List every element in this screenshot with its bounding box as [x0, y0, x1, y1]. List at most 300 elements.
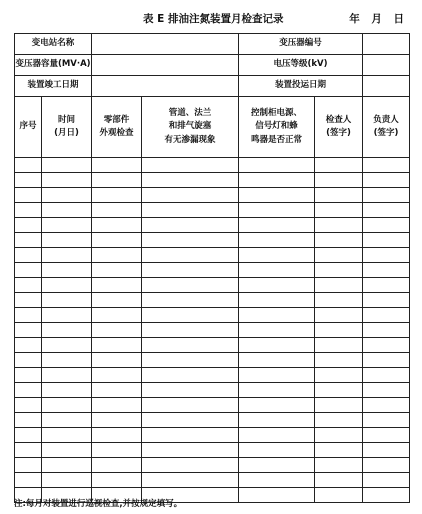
cell-text — [315, 218, 362, 232]
cell-text — [239, 203, 314, 217]
cell-text — [363, 443, 409, 457]
cell-text — [315, 323, 362, 337]
table-cell[interactable] — [15, 428, 42, 443]
table-cell[interactable] — [92, 233, 142, 248]
table-cell[interactable] — [315, 383, 363, 398]
table-cell[interactable] — [363, 368, 410, 383]
commission-date-label: 装置投运日期 — [239, 76, 363, 97]
table-cell[interactable] — [315, 278, 363, 293]
cell-text — [363, 428, 409, 442]
cell-text — [239, 218, 314, 232]
table-cell[interactable] — [315, 203, 363, 218]
cell-text — [92, 428, 141, 442]
table-cell[interactable] — [239, 263, 315, 278]
cell-text — [363, 413, 409, 427]
cell-text — [239, 248, 314, 262]
table-cell[interactable] — [315, 323, 363, 338]
table-cell[interactable] — [142, 368, 239, 383]
table-cell[interactable] — [142, 188, 239, 203]
cell-text — [15, 323, 41, 337]
table-cell[interactable] — [315, 248, 363, 263]
table-row — [15, 248, 410, 263]
cell-text — [363, 338, 409, 352]
table-cell[interactable] — [315, 413, 363, 428]
table-cell[interactable] — [315, 368, 363, 383]
table-cell[interactable] — [15, 233, 42, 248]
cell-text — [142, 398, 238, 412]
cell-text — [42, 293, 91, 307]
table-cell[interactable] — [15, 458, 42, 473]
table-cell[interactable] — [363, 293, 410, 308]
cell-text — [42, 413, 91, 427]
table-cell[interactable] — [239, 368, 315, 383]
table-cell[interactable] — [92, 263, 142, 278]
table-cell[interactable] — [363, 413, 410, 428]
cell-text — [315, 353, 362, 367]
table-cell[interactable] — [42, 203, 92, 218]
table-row — [15, 263, 410, 278]
table-row — [15, 413, 410, 428]
cell-text — [142, 248, 238, 262]
table-cell[interactable] — [15, 293, 42, 308]
table-cell[interactable] — [142, 308, 239, 323]
table-cell[interactable] — [15, 398, 42, 413]
cell-text — [15, 248, 41, 262]
cell-text — [42, 338, 91, 352]
table-cell[interactable] — [315, 263, 363, 278]
table-cell[interactable] — [315, 488, 363, 503]
cell-text — [92, 248, 141, 262]
inspection-table — [14, 33, 410, 503]
table-cell[interactable] — [315, 398, 363, 413]
commission-date-value[interactable] — [363, 76, 410, 97]
cell-text — [363, 203, 409, 217]
cell-text — [239, 353, 314, 367]
table-cell[interactable] — [15, 443, 42, 458]
cell-text — [92, 308, 141, 322]
table-cell[interactable] — [363, 443, 410, 458]
table-cell[interactable] — [142, 383, 239, 398]
station-name-value[interactable] — [92, 34, 239, 55]
table-cell[interactable] — [239, 413, 315, 428]
table-cell[interactable] — [315, 428, 363, 443]
cell-text — [315, 203, 362, 217]
table-row — [15, 278, 410, 293]
table-cell[interactable] — [315, 338, 363, 353]
cell-text — [363, 293, 409, 307]
table-cell[interactable] — [315, 233, 363, 248]
cell-text — [363, 173, 409, 187]
info-row — [15, 34, 410, 55]
table-row — [15, 443, 410, 458]
table-cell[interactable] — [42, 383, 92, 398]
table-cell[interactable] — [239, 458, 315, 473]
form-title: 表 E 排油注氮装置月检查记录 — [143, 13, 284, 25]
cell-text — [142, 218, 238, 232]
table-cell[interactable] — [92, 158, 142, 173]
table-cell[interactable] — [239, 308, 315, 323]
table-cell[interactable] — [142, 338, 239, 353]
cell-text — [239, 413, 314, 427]
table-cell[interactable] — [92, 323, 142, 338]
cell-text — [142, 233, 238, 247]
cell-text — [92, 353, 141, 367]
table-cell[interactable] — [15, 338, 42, 353]
table-cell[interactable] — [15, 473, 42, 488]
table-cell[interactable] — [142, 263, 239, 278]
table-cell[interactable] — [42, 263, 92, 278]
cell-text — [315, 293, 362, 307]
cell-text — [363, 398, 409, 412]
table-cell[interactable] — [92, 188, 142, 203]
table-cell[interactable] — [363, 248, 410, 263]
voltage-level-value[interactable] — [363, 55, 410, 76]
table-cell[interactable] — [363, 278, 410, 293]
table-cell[interactable] — [42, 398, 92, 413]
table-cell[interactable] — [42, 428, 92, 443]
table-cell[interactable] — [142, 158, 239, 173]
table-cell[interactable] — [363, 458, 410, 473]
table-cell[interactable] — [92, 308, 142, 323]
table-row — [15, 218, 410, 233]
cell-text — [142, 428, 238, 442]
supervisor-header: 负责人 (签字) — [363, 97, 410, 158]
table-cell[interactable] — [15, 218, 42, 233]
table-cell[interactable] — [239, 203, 315, 218]
table-cell[interactable] — [92, 218, 142, 233]
table-cell[interactable] — [42, 458, 92, 473]
cell-text — [15, 398, 41, 412]
cell-text — [315, 413, 362, 427]
table-row — [15, 428, 410, 443]
cell-text — [42, 368, 91, 382]
table-cell[interactable] — [92, 383, 142, 398]
cell-text — [363, 263, 409, 277]
cell-text — [15, 383, 41, 397]
table-cell[interactable] — [142, 458, 239, 473]
table-cell[interactable] — [315, 473, 363, 488]
table-cell[interactable] — [239, 353, 315, 368]
table-cell[interactable] — [239, 293, 315, 308]
cell-text — [239, 458, 314, 472]
cell-text — [15, 458, 41, 472]
cell-text — [92, 338, 141, 352]
table-cell[interactable] — [239, 443, 315, 458]
table-cell[interactable] — [15, 413, 42, 428]
cell-text — [42, 353, 91, 367]
table-cell[interactable] — [15, 323, 42, 338]
table-cell[interactable] — [15, 173, 42, 188]
table-cell[interactable] — [363, 263, 410, 278]
table-cell[interactable] — [142, 323, 239, 338]
cell-text — [142, 413, 238, 427]
table-cell[interactable] — [42, 308, 92, 323]
cell-text — [15, 443, 41, 457]
cell-text — [42, 233, 91, 247]
cell-text — [92, 383, 141, 397]
cell-text — [363, 308, 409, 322]
transformer-id-value[interactable] — [363, 34, 410, 55]
cell-text — [239, 428, 314, 442]
table-cell[interactable] — [92, 473, 142, 488]
cell-text — [315, 368, 362, 382]
cell-text — [142, 308, 238, 322]
table-cell[interactable] — [42, 173, 92, 188]
table-cell[interactable] — [363, 353, 410, 368]
table-cell[interactable] — [315, 218, 363, 233]
cell-text — [239, 293, 314, 307]
table-cell[interactable] — [363, 188, 410, 203]
table-cell[interactable] — [42, 218, 92, 233]
table-cell[interactable] — [363, 428, 410, 443]
table-cell[interactable] — [315, 443, 363, 458]
table-cell[interactable] — [239, 488, 315, 503]
table-cell[interactable] — [363, 398, 410, 413]
table-cell[interactable] — [92, 443, 142, 458]
cell-text — [239, 383, 314, 397]
table-cell[interactable] — [315, 293, 363, 308]
table-cell[interactable] — [142, 473, 239, 488]
table-cell[interactable] — [92, 368, 142, 383]
cell-text — [15, 353, 41, 367]
time-header: 时间 (月日) — [42, 97, 92, 158]
cell-text — [363, 278, 409, 292]
table-cell[interactable] — [92, 398, 142, 413]
cell-text — [142, 473, 238, 487]
table-cell[interactable] — [42, 473, 92, 488]
table-cell[interactable] — [142, 398, 239, 413]
cell-text — [15, 218, 41, 232]
footnote: 注:每月对装置进行巡视检查,并按规定填写。 — [14, 499, 183, 509]
cell-text — [92, 263, 141, 277]
cell-text — [239, 188, 314, 202]
cell-text — [15, 413, 41, 427]
cell-text — [15, 338, 41, 352]
table-cell[interactable] — [363, 203, 410, 218]
cell-text — [142, 353, 238, 367]
table-cell[interactable] — [363, 488, 410, 503]
table-cell[interactable] — [239, 383, 315, 398]
table-cell[interactable] — [315, 308, 363, 323]
table-cell[interactable] — [42, 278, 92, 293]
table-cell[interactable] — [239, 158, 315, 173]
table-cell[interactable] — [142, 353, 239, 368]
cell-text — [42, 428, 91, 442]
cell-text — [239, 473, 314, 487]
capacity-label: 变压器容量(MV·A) — [15, 55, 92, 76]
table-cell[interactable] — [15, 353, 42, 368]
table-cell[interactable] — [15, 278, 42, 293]
table-cell[interactable] — [42, 248, 92, 263]
cell-text — [92, 473, 141, 487]
table-row — [15, 368, 410, 383]
table-row — [15, 293, 410, 308]
info-row — [15, 76, 410, 97]
cell-text — [315, 473, 362, 487]
table-cell[interactable] — [363, 338, 410, 353]
table-cell[interactable] — [315, 353, 363, 368]
cell-text — [15, 368, 41, 382]
table-cell[interactable] — [42, 443, 92, 458]
table-cell[interactable] — [363, 158, 410, 173]
cell-text — [315, 443, 362, 457]
table-cell[interactable] — [142, 203, 239, 218]
cell-text — [15, 308, 41, 322]
table-cell[interactable] — [239, 338, 315, 353]
cell-text — [42, 323, 91, 337]
cell-text — [92, 158, 141, 172]
table-row — [15, 383, 410, 398]
table-cell[interactable] — [42, 353, 92, 368]
table-cell[interactable] — [315, 173, 363, 188]
cell-text — [92, 218, 141, 232]
cell-text — [239, 368, 314, 382]
cell-text — [15, 278, 41, 292]
table-cell[interactable] — [239, 398, 315, 413]
table-cell[interactable] — [142, 278, 239, 293]
table-cell[interactable] — [142, 173, 239, 188]
cell-text — [42, 173, 91, 187]
cell-text — [363, 323, 409, 337]
cell-text — [363, 233, 409, 247]
cell-text — [15, 233, 41, 247]
table-cell[interactable] — [239, 188, 315, 203]
table-cell[interactable] — [42, 338, 92, 353]
table-cell[interactable] — [363, 308, 410, 323]
table-row — [15, 353, 410, 368]
table-cell[interactable] — [15, 188, 42, 203]
table-cell[interactable] — [239, 473, 315, 488]
cell-text — [315, 338, 362, 352]
cell-text — [15, 473, 41, 487]
table-cell[interactable] — [92, 293, 142, 308]
table-cell[interactable] — [15, 203, 42, 218]
table-cell[interactable] — [363, 473, 410, 488]
cell-text — [92, 458, 141, 472]
table-cell[interactable] — [363, 173, 410, 188]
voltage-level-label: 电压等级(kV) — [239, 55, 363, 76]
table-cell[interactable] — [142, 413, 239, 428]
table-cell[interactable] — [315, 188, 363, 203]
cell-text — [142, 458, 238, 472]
completion-date-label: 装置竣工日期 — [15, 76, 92, 97]
cell-text — [239, 488, 314, 502]
table-cell[interactable] — [142, 233, 239, 248]
cell-text — [239, 443, 314, 457]
table-cell[interactable] — [15, 383, 42, 398]
table-cell[interactable] — [239, 233, 315, 248]
cell-text — [315, 308, 362, 322]
cell-text — [42, 218, 91, 232]
cell-text — [315, 248, 362, 262]
table-cell[interactable] — [239, 248, 315, 263]
table-cell[interactable] — [315, 458, 363, 473]
table-cell[interactable] — [15, 158, 42, 173]
table-cell[interactable] — [42, 293, 92, 308]
table-cell[interactable] — [42, 323, 92, 338]
table-cell[interactable] — [92, 413, 142, 428]
table-cell[interactable] — [239, 323, 315, 338]
table-cell[interactable] — [92, 248, 142, 263]
cell-text — [315, 458, 362, 472]
cell-text — [142, 158, 238, 172]
table-cell[interactable] — [315, 158, 363, 173]
table-cell[interactable] — [42, 368, 92, 383]
cell-text — [42, 308, 91, 322]
table-cell[interactable] — [92, 458, 142, 473]
table-cell[interactable] — [142, 443, 239, 458]
inspector-header: 检查人 (签字) — [315, 97, 363, 158]
table-cell[interactable] — [363, 218, 410, 233]
table-cell[interactable] — [142, 218, 239, 233]
cell-text — [239, 323, 314, 337]
table-cell[interactable] — [15, 263, 42, 278]
table-cell[interactable] — [92, 353, 142, 368]
cell-text — [42, 278, 91, 292]
table-cell[interactable] — [92, 278, 142, 293]
table-cell[interactable] — [15, 308, 42, 323]
table-cell[interactable] — [92, 173, 142, 188]
table-row — [15, 173, 410, 188]
cell-text — [42, 383, 91, 397]
cell-text — [363, 383, 409, 397]
cell-text — [15, 158, 41, 172]
cell-text — [15, 203, 41, 217]
cell-text — [15, 173, 41, 187]
cell-text — [239, 308, 314, 322]
cell-text — [239, 263, 314, 277]
table-cell[interactable] — [239, 278, 315, 293]
table-cell[interactable] — [142, 293, 239, 308]
capacity-value[interactable] — [92, 55, 239, 76]
cell-text — [92, 323, 141, 337]
cell-text — [363, 188, 409, 202]
table-cell[interactable] — [92, 428, 142, 443]
table-cell[interactable] — [239, 428, 315, 443]
table-cell[interactable] — [363, 323, 410, 338]
table-row — [15, 233, 410, 248]
table-cell[interactable] — [42, 188, 92, 203]
cell-text — [142, 338, 238, 352]
column-header-row — [15, 97, 410, 158]
table-cell[interactable] — [42, 413, 92, 428]
cell-text — [92, 443, 141, 457]
table-cell[interactable] — [92, 203, 142, 218]
table-cell[interactable] — [15, 248, 42, 263]
cell-text — [42, 188, 91, 202]
cell-text — [315, 383, 362, 397]
table-cell[interactable] — [239, 218, 315, 233]
cell-text — [142, 383, 238, 397]
table-cell[interactable] — [142, 428, 239, 443]
table-cell[interactable] — [363, 383, 410, 398]
table-cell[interactable] — [15, 368, 42, 383]
completion-date-value[interactable] — [92, 76, 239, 97]
table-cell[interactable] — [92, 338, 142, 353]
table-cell[interactable] — [42, 233, 92, 248]
cell-text — [363, 158, 409, 172]
cell-text — [363, 488, 409, 502]
table-cell[interactable] — [363, 233, 410, 248]
cell-text — [315, 173, 362, 187]
cell-text — [92, 203, 141, 217]
cell-text — [239, 338, 314, 352]
table-cell[interactable] — [42, 158, 92, 173]
cell-text — [239, 278, 314, 292]
cell-text — [239, 158, 314, 172]
table-cell[interactable] — [142, 248, 239, 263]
table-cell[interactable] — [239, 173, 315, 188]
